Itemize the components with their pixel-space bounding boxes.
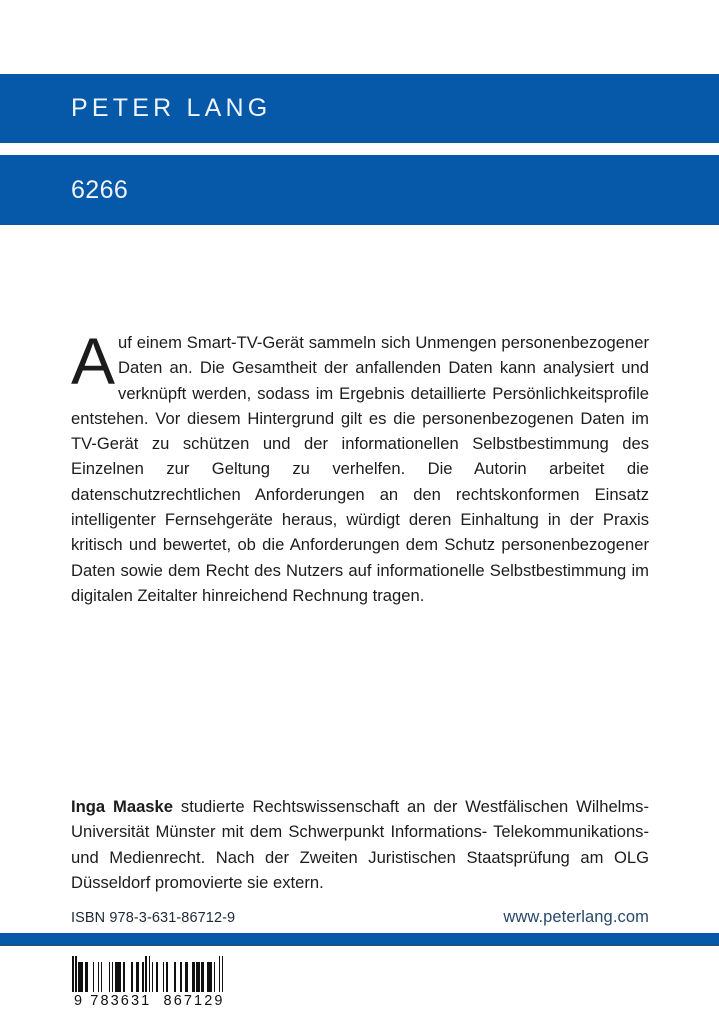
isbn-barcode (72, 956, 232, 1009)
author-bio (71, 794, 649, 895)
bottom-rule-shadow (0, 944, 719, 946)
barcode-digits: 9 783631 867129 (74, 993, 225, 1009)
publisher-bar (0, 74, 719, 143)
barcode-bars (72, 956, 232, 992)
isbn-website-row (71, 908, 649, 927)
publisher-name: PETER LANG (71, 94, 272, 122)
author-bio-text: studierte Rechtswissenschaft an der Westfälischen Wilhelms-Universität Münster mit dem Schwerpunkt Informations- Telekommunikations- und Medienrecht. Nach der Zweiten Juristischen Staatsprüfung am OLG Düsseldorf promovierte sie extern. (71, 797, 650, 892)
blurb-text: uf einem Smart-TV-Gerät sammeln sich Unmengen personenbezogener Daten an. Die Gesamtheit der anfallenden Daten kann analysiert und verknüpft werden, sodass im Ergebnis detaillierte Persönlichkeitsprofile entstehen. Vor diesem Hintergrund gilt es die personenbezogenen Daten im TV-Gerät zu schützen und der informationellen Selbstbestimmung des Einzelnen zur Geltung zu verhelfen. Die Autorin arbeitet die datenschutzrechtlichen Anforderungen an den rechtskonformen Einsatz intelligenter Fernsehgeräte heraus, würdigt deren Einhaltung in der Praxis kritisch und bewertet, ob die Anforderungen dem Schutz personenbezogener Daten sowie dem Recht des Nutzers auf informationelle Selbstbestimmung im digitalen Zeitalter hinreichend Rechnung tragen. (71, 333, 649, 605)
series-number: 6266 (71, 175, 129, 204)
author-name: Inga Maaske (71, 797, 173, 816)
book-blurb (71, 324, 649, 608)
publisher-website-link[interactable]: www.peterlang.com (503, 908, 649, 926)
series-number-bar (0, 155, 719, 225)
blurb-drop-cap: A (71, 324, 116, 398)
isbn-text: ISBN 978-3-631-86712-9 (71, 910, 236, 926)
